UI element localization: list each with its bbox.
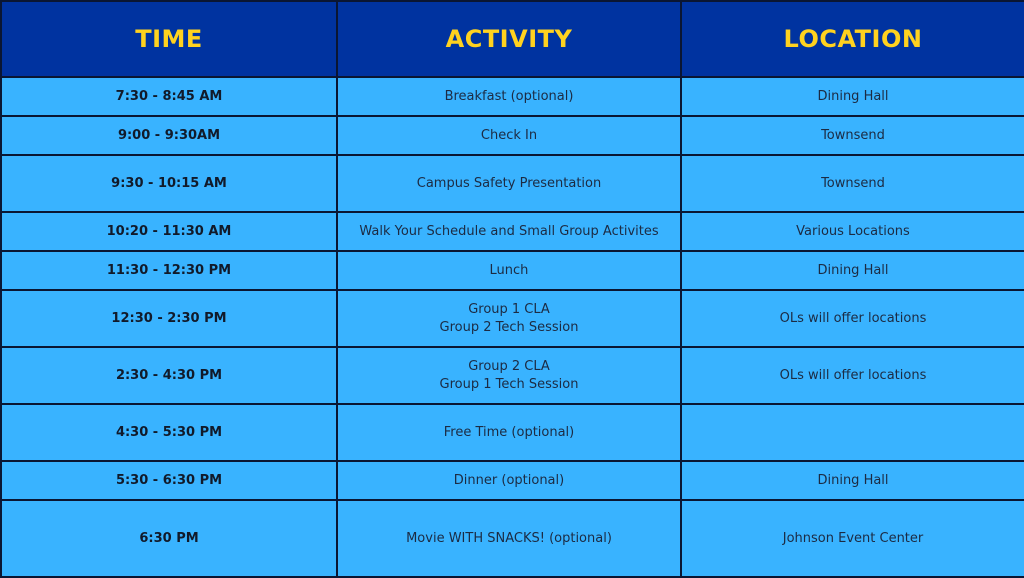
time-cell: 6:30 PM — [1, 500, 337, 577]
table-row — [1, 500, 1024, 577]
location-cell: Johnson Event Center — [681, 500, 1024, 577]
activity-line: Free Time (optional) — [443, 424, 575, 440]
time-cell: 10:20 - 11:30 AM — [1, 212, 337, 251]
activity-line: Group 1 Tech Session — [439, 376, 579, 392]
time-cell: 9:00 - 9:30AM — [1, 116, 337, 155]
header-time: TIME — [1, 1, 337, 77]
location-cell: Dining Hall — [681, 77, 1024, 116]
activity-cell — [337, 461, 681, 500]
activity-cell — [337, 290, 681, 347]
table-row — [1, 347, 1024, 404]
activity-cell — [337, 251, 681, 290]
activity-cell — [337, 500, 681, 577]
location-cell — [681, 404, 1024, 461]
table-row — [1, 77, 1024, 116]
time-cell: 11:30 - 12:30 PM — [1, 251, 337, 290]
activity-line: Dinner (optional) — [453, 472, 565, 488]
table-row — [1, 155, 1024, 212]
table-row — [1, 212, 1024, 251]
activity-cell — [337, 212, 681, 251]
location-cell: Various Locations — [681, 212, 1024, 251]
activity-line: Walk Your Schedule and Small Group Activites — [359, 223, 659, 239]
time-cell: 5:30 - 6:30 PM — [1, 461, 337, 500]
time-cell: 7:30 - 8:45 AM — [1, 77, 337, 116]
activity-line: Campus Safety Presentation — [416, 175, 602, 191]
time-cell: 12:30 - 2:30 PM — [1, 290, 337, 347]
activity-cell — [337, 404, 681, 461]
activity-cell — [337, 347, 681, 404]
header-location: LOCATION — [681, 1, 1024, 77]
header-activity: ACTIVITY — [337, 1, 681, 77]
activity-cell — [337, 77, 681, 116]
location-cell: OLs will offer locations — [681, 347, 1024, 404]
table-row — [1, 290, 1024, 347]
table-row — [1, 461, 1024, 500]
activity-line: Group 2 CLA — [468, 358, 550, 374]
table-row — [1, 404, 1024, 461]
location-cell: Townsend — [681, 116, 1024, 155]
activity-line: Group 2 Tech Session — [439, 319, 579, 335]
activity-line: Breakfast (optional) — [444, 88, 574, 104]
table-row — [1, 116, 1024, 155]
location-cell: Dining Hall — [681, 461, 1024, 500]
time-cell: 9:30 - 10:15 AM — [1, 155, 337, 212]
time-cell: 2:30 - 4:30 PM — [1, 347, 337, 404]
activity-line: Lunch — [489, 262, 529, 278]
activity-cell — [337, 116, 681, 155]
activity-line: Movie WITH SNACKS! (optional) — [406, 530, 612, 546]
activity-line: Check In — [480, 127, 538, 143]
header-row — [1, 1, 1024, 77]
location-cell: Townsend — [681, 155, 1024, 212]
activity-line: Group 1 CLA — [468, 301, 550, 317]
table-row — [1, 251, 1024, 290]
time-cell: 4:30 - 5:30 PM — [1, 404, 337, 461]
location-cell: Dining Hall — [681, 251, 1024, 290]
location-cell: OLs will offer locations — [681, 290, 1024, 347]
activity-cell — [337, 155, 681, 212]
